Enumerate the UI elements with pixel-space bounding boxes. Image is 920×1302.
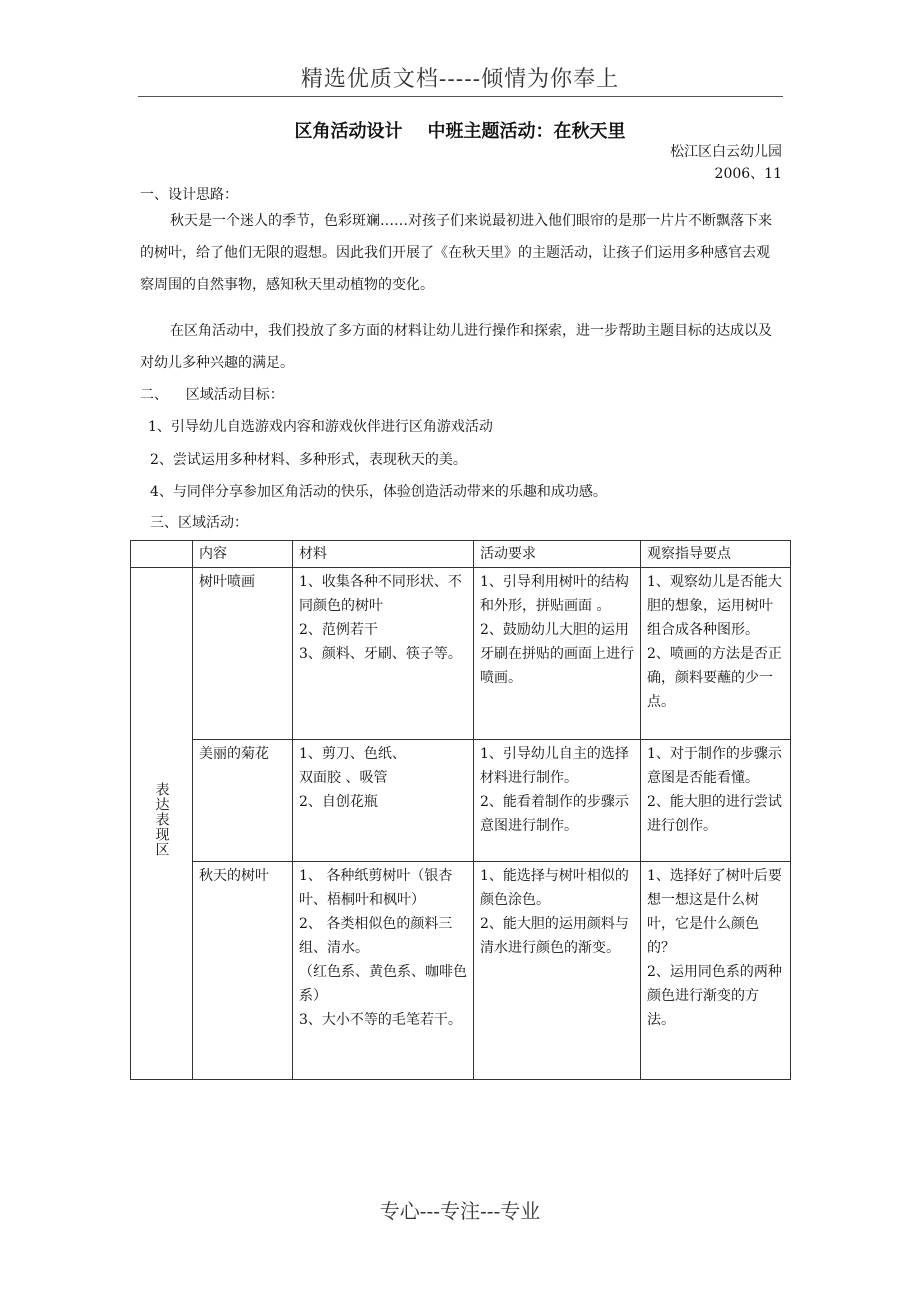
header-cell-guidance: 观察指导要点: [641, 541, 791, 568]
requirement-line: 1、引导幼儿自主的选择材料进行制作。: [480, 746, 629, 786]
section-heading-design: 一、设计思路：: [140, 187, 238, 203]
content-cell: 美丽的菊花: [193, 740, 293, 862]
materials-cell: [293, 862, 474, 1080]
section-heading-areas: 三、区域活动：: [150, 515, 248, 531]
materials-cell: [293, 740, 474, 862]
page-header: 精选优质文档-----倾情为你奉上: [300, 67, 620, 92]
materials-line: 3、颜料、牙刷、筷子等。: [299, 646, 462, 662]
guidance-cell: [641, 568, 791, 740]
requirements-cell: [474, 862, 641, 1080]
requirement-line: 1、能选择与树叶相似的颜色涂色。: [480, 868, 629, 908]
goal-item: 2、尝试运用多种材料、多种形式，表现秋天的美。: [150, 452, 467, 468]
guidance-cell: [641, 862, 791, 1080]
materials-line: 2、自创花瓶: [299, 794, 378, 810]
document-title: 区角活动设计 中班主题活动：在秋天里: [294, 121, 626, 142]
materials-line: （红色系、黄色系、咖啡色系）: [299, 964, 467, 1004]
header-cell-blank: [131, 541, 193, 568]
content-cell: 秋天的树叶: [193, 862, 293, 1080]
paragraph-materials: 在区角活动中，我们投放了多方面的材料让幼儿进行操作和探索，进一步帮助主题目标的达成以及对幼儿多种兴趣的满足。: [140, 323, 772, 371]
requirement-line: 2、鼓励幼儿大胆的运用牙刷在拼贴的画面上进行喷画。: [480, 622, 634, 686]
area-cell: [131, 568, 193, 1080]
content-cell: 树叶喷画: [193, 568, 293, 740]
materials-line: 2、范例若干: [299, 622, 378, 638]
materials-line: 双面胶 、吸管: [299, 770, 388, 786]
guidance-line: 2、运用同色系的两种颜色进行渐变的方法。: [647, 964, 782, 1028]
requirements-cell: [474, 568, 641, 740]
materials-line: 1、 各种纸剪树叶（银杏叶、梧桐叶和枫叶）: [299, 868, 453, 908]
guidance-line: 1、观察幼儿是否能大胆的想象，运用树叶组合成各种图形。: [647, 574, 782, 638]
materials-line: 2、 各类相似色的颜料三组、清水。: [299, 916, 453, 956]
byline-school: 松江区白云幼儿园: [670, 144, 782, 160]
table-row: [131, 740, 791, 862]
materials-cell: [293, 568, 474, 740]
table-row: [131, 862, 791, 1080]
activity-table: [130, 540, 791, 1080]
guidance-cell: [641, 740, 791, 862]
byline-date: 2006、11: [714, 166, 782, 182]
guidance-line: 1、选择好了树叶后要想一想这是什么树叶，它是什么颜色的？: [647, 868, 782, 956]
header-cell-content: 内容: [193, 541, 293, 568]
materials-line: 1、收集各种不同形状、不同颜色的树叶: [299, 574, 462, 614]
goal-item: 4、与同伴分享参加区角活动的快乐，体验创造活动带来的乐趣和成功感。: [150, 484, 607, 500]
materials-line: 3、大小不等的毛笔若干。: [299, 1012, 462, 1028]
requirements-cell: [474, 740, 641, 862]
header-rule: [138, 96, 783, 97]
table-row: [131, 568, 791, 740]
section-heading-goals: 二、 区域活动目标：: [140, 387, 284, 403]
requirement-line: 2、能大胆的运用颜料与清水进行颜色的渐变。: [480, 916, 629, 956]
requirement-line: 1、引导利用树叶的结构和外形，拼贴画面 。: [480, 574, 629, 614]
materials-line: 1、剪刀、色纸、: [299, 746, 406, 762]
guidance-line: 2、喷画的方法是否正确，颜料要蘸的少一点。: [647, 646, 782, 710]
area-label: 表达表现区: [153, 782, 170, 857]
guidance-line: 1、对于制作的步骤示意图是否能看懂。: [647, 746, 782, 786]
table-header-row: [131, 541, 791, 568]
header-cell-materials: 材料: [293, 541, 474, 568]
page-footer: 专心---专注---专业: [379, 1199, 541, 1223]
header-cell-requirements: 活动要求: [474, 541, 641, 568]
paragraph-intro: 秋天是一个迷人的季节，色彩斑斓……对孩子们来说最初进入他们眼帘的是那一片片不断飘落下来的树叶，给了他们无限的遐想。因此我们开展了《在秋天里》的主题活动，让孩子们运用多种感官去观察周围的自然事物，感知秋天里动植物的变化。: [140, 213, 772, 293]
goal-item: 1、引导幼儿自选游戏内容和游戏伙伴进行区角游戏活动: [148, 419, 493, 435]
guidance-line: 2、能大胆的进行尝试进行创作。: [647, 794, 782, 834]
requirement-line: 2、能看着制作的步骤示意图进行制作。: [480, 794, 629, 834]
